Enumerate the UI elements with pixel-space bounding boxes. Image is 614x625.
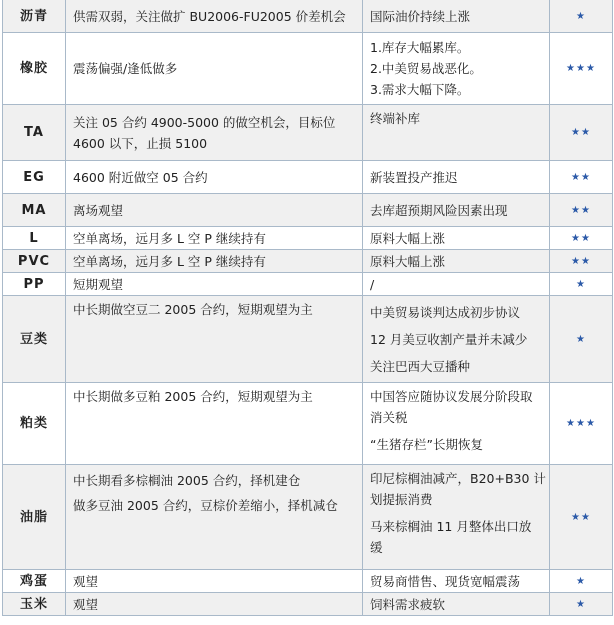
strategy-view: 中长期做多豆粕 2005 合约，短期观望为主 bbox=[66, 383, 363, 465]
strategy-view: 短期观望 bbox=[66, 273, 363, 296]
commodity-name: 玉米 bbox=[3, 593, 66, 616]
strategy-reason: 去库超预期风险因素出现 bbox=[363, 194, 550, 227]
rating-stars: ★★ bbox=[550, 161, 613, 194]
table-row bbox=[3, 570, 613, 593]
commodity-name: 沥青 bbox=[3, 0, 66, 33]
commodity-name: MA bbox=[3, 194, 66, 227]
commodity-name: EG bbox=[3, 161, 66, 194]
strategy-view: 中长期看多棕榈油 2005 合约，择机建仓 做多豆油 2005 合约，豆棕价差缩小，择机减仓 bbox=[66, 465, 363, 570]
strategy-view: 离场观望 bbox=[66, 194, 363, 227]
strategy-view: 关注 05 合约 4900-5000 的做空机会，目标位 4600 以下，止损 5100 bbox=[66, 105, 363, 161]
strategy-reason: 贸易商惜售、现货宽幅震荡 bbox=[363, 570, 550, 593]
strategy-table bbox=[2, 0, 613, 616]
table-row bbox=[3, 250, 613, 273]
strategy-reason: 中国答应随协议发展分阶段取 消关税 “生猪存栏”长期恢复 bbox=[363, 383, 550, 465]
commodity-name: L bbox=[3, 227, 66, 250]
commodity-name: PP bbox=[3, 273, 66, 296]
strategy-view: 震荡偏强/逢低做多 bbox=[66, 33, 363, 105]
strategy-reason: 原料大幅上涨 bbox=[363, 227, 550, 250]
strategy-reason: / bbox=[363, 273, 550, 296]
table-row bbox=[3, 105, 613, 161]
rating-stars: ★ bbox=[550, 570, 613, 593]
rating-stars: ★ bbox=[550, 296, 613, 383]
rating-stars: ★★ bbox=[550, 227, 613, 250]
strategy-reason: 印尼棕榈油减产，B20+B30 计 划提振消费 马来棕榈油 11 月整体出口放 缓 bbox=[363, 465, 550, 570]
table-row bbox=[3, 273, 613, 296]
commodity-name: 豆类 bbox=[3, 296, 66, 383]
strategy-reason: 国际油价持续上涨 bbox=[363, 0, 550, 33]
commodity-name: 橡胶 bbox=[3, 33, 66, 105]
strategy-view: 4600 附近做空 05 合约 bbox=[66, 161, 363, 194]
rating-stars: ★ bbox=[550, 273, 613, 296]
strategy-reason: 中美贸易谈判达成初步协议 12 月美豆收割产量并未减少 关注巴西大豆播种 bbox=[363, 296, 550, 383]
rating-stars: ★ bbox=[550, 0, 613, 33]
rating-stars: ★★ bbox=[550, 194, 613, 227]
strategy-reason: 原料大幅上涨 bbox=[363, 250, 550, 273]
commodity-name: TA bbox=[3, 105, 66, 161]
rating-stars: ★★★ bbox=[550, 33, 613, 105]
strategy-view: 供需双弱，关注做扩 BU2006-FU2005 价差机会 bbox=[66, 0, 363, 33]
commodity-name: 油脂 bbox=[3, 465, 66, 570]
strategy-view: 中长期做空豆二 2005 合约，短期观望为主 bbox=[66, 296, 363, 383]
table-row bbox=[3, 194, 613, 227]
commodity-name: 粕类 bbox=[3, 383, 66, 465]
strategy-reason: 终端补库 bbox=[363, 105, 550, 161]
rating-stars: ★★ bbox=[550, 465, 613, 570]
table-row bbox=[3, 227, 613, 250]
strategy-view: 观望 bbox=[66, 593, 363, 616]
strategy-view: 空单离场，远月多 L 空 P 继续持有 bbox=[66, 250, 363, 273]
strategy-reason: 饲料需求疲软 bbox=[363, 593, 550, 616]
table-row bbox=[3, 33, 613, 105]
table-row bbox=[3, 0, 613, 33]
commodity-name: PVC bbox=[3, 250, 66, 273]
table-row bbox=[3, 296, 613, 383]
table-row bbox=[3, 383, 613, 465]
table-row bbox=[3, 465, 613, 570]
rating-stars: ★★ bbox=[550, 250, 613, 273]
strategy-view: 观望 bbox=[66, 570, 363, 593]
strategy-reason: 新装置投产推迟 bbox=[363, 161, 550, 194]
table-row bbox=[3, 161, 613, 194]
rating-stars: ★ bbox=[550, 593, 613, 616]
rating-stars: ★★ bbox=[550, 105, 613, 161]
commodity-name: 鸡蛋 bbox=[3, 570, 66, 593]
strategy-reason: 1.库存大幅累库。 2.中美贸易战恶化。 3.需求大幅下降。 bbox=[363, 33, 550, 105]
strategy-view: 空单离场，远月多 L 空 P 继续持有 bbox=[66, 227, 363, 250]
table-row bbox=[3, 593, 613, 616]
rating-stars: ★★★ bbox=[550, 383, 613, 465]
